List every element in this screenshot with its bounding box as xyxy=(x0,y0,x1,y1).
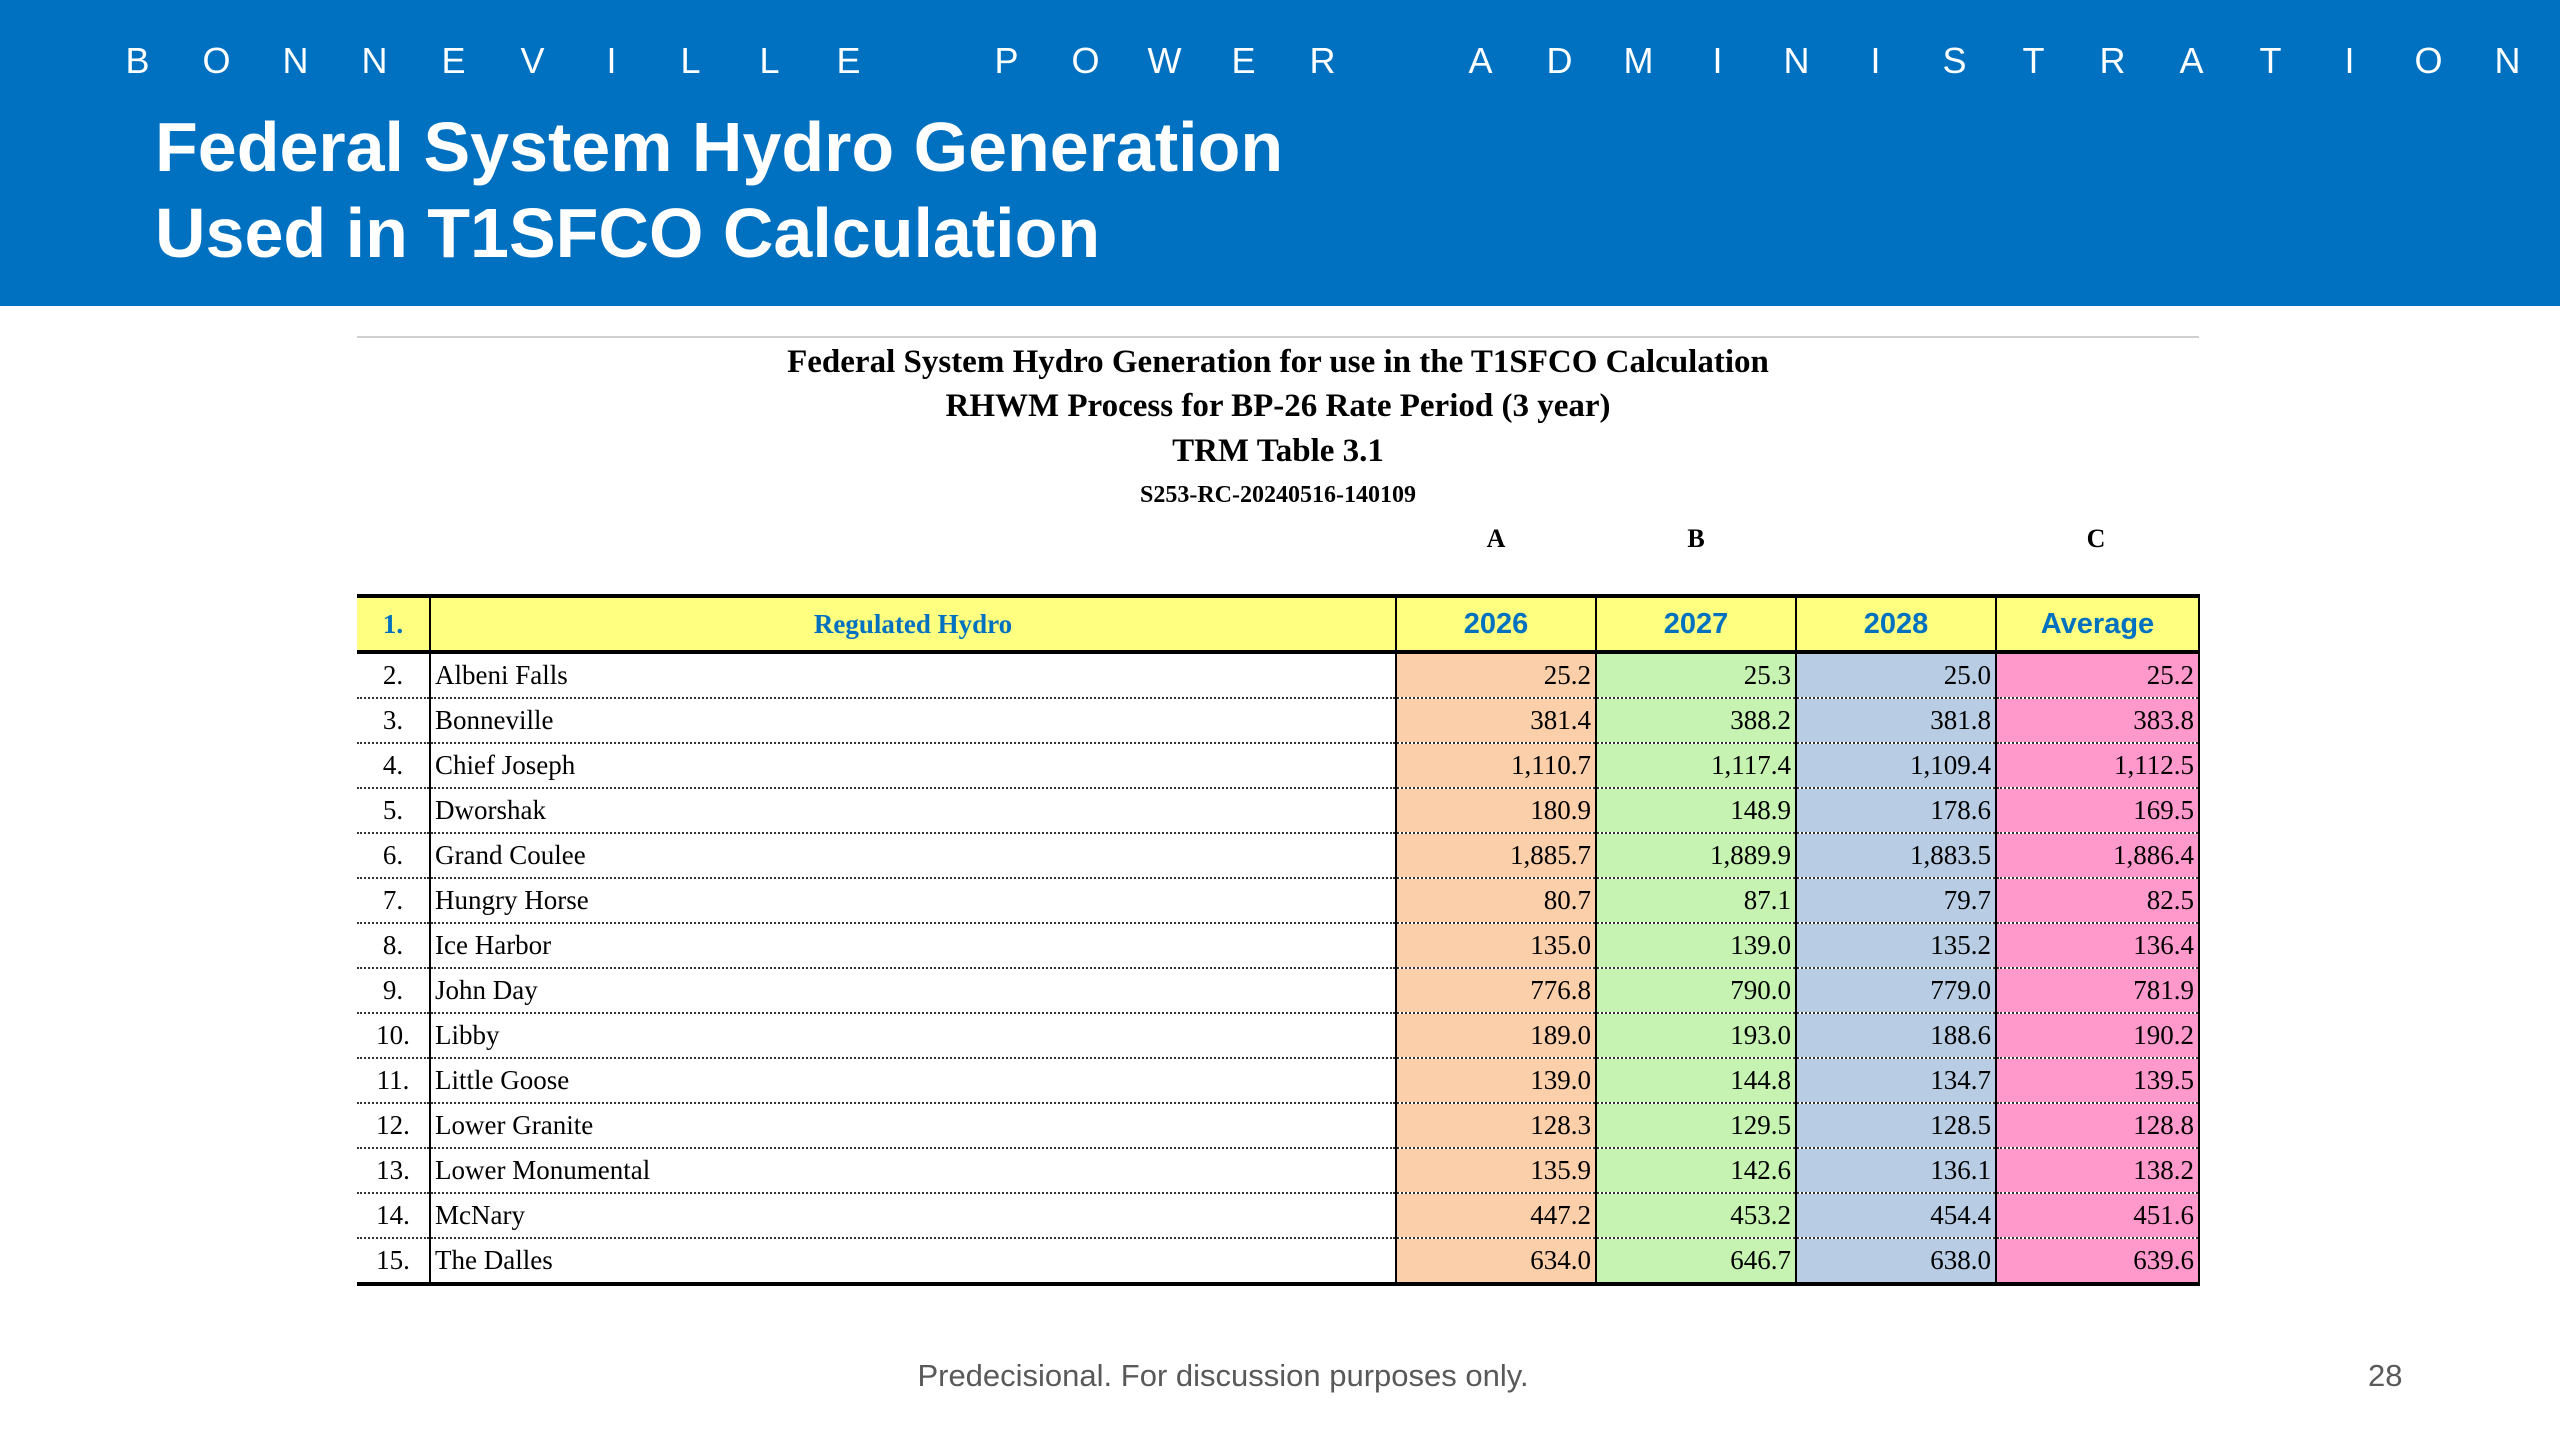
header-regulated-hydro: Regulated Hydro xyxy=(430,596,1396,652)
row-index: 11. xyxy=(357,1058,430,1103)
value-average: 190.2 xyxy=(1996,1013,2199,1058)
row-index: 6. xyxy=(357,833,430,878)
table-row xyxy=(357,1193,2199,1238)
value-2027: 25.3 xyxy=(1596,652,1796,698)
org-letter: E xyxy=(1231,40,1256,81)
org-letter: I xyxy=(606,40,617,81)
value-average: 139.5 xyxy=(1996,1058,2199,1103)
table-panel xyxy=(357,336,2199,1282)
org-letter: O xyxy=(2414,40,2443,81)
org-letter: O xyxy=(1071,40,1100,81)
table-row xyxy=(357,878,2199,923)
org-letter: V xyxy=(520,40,545,81)
table-subtitle: RHWM Process for BP-26 Rate Period (3 year) xyxy=(945,388,1611,424)
plant-name: Albeni Falls xyxy=(430,652,1396,698)
org-letter: M xyxy=(1623,40,1654,81)
value-average: 1,112.5 xyxy=(1996,743,2199,788)
org-letter: R xyxy=(2099,40,2126,81)
value-2028: 135.2 xyxy=(1796,923,1996,968)
org-letter: N xyxy=(2494,40,2521,81)
org-letter: R xyxy=(1309,40,1336,81)
value-2026: 25.2 xyxy=(1396,652,1596,698)
slide-title-line-1: Federal System Hydro Generation xyxy=(155,108,1284,186)
plant-name: Lower Granite xyxy=(430,1103,1396,1148)
org-letter: W xyxy=(1147,40,1182,81)
value-2027: 453.2 xyxy=(1596,1193,1796,1238)
table-row xyxy=(357,968,2199,1013)
org-letter: B xyxy=(125,40,150,81)
value-2028: 381.8 xyxy=(1796,698,1996,743)
value-2027: 193.0 xyxy=(1596,1013,1796,1058)
org-letter: D xyxy=(1546,40,1573,81)
org-letter: L xyxy=(680,40,701,81)
value-average: 128.8 xyxy=(1996,1103,2199,1148)
org-letter: I xyxy=(2344,40,2355,81)
table-row xyxy=(357,1238,2199,1284)
org-letter: E xyxy=(836,40,861,81)
value-average: 639.6 xyxy=(1996,1238,2199,1284)
value-average: 138.2 xyxy=(1996,1148,2199,1193)
footer-disclaimer: Predecisional. For discussion purposes only. xyxy=(917,1358,1529,1393)
table-row xyxy=(357,833,2199,878)
value-2028: 188.6 xyxy=(1796,1013,1996,1058)
slide-header xyxy=(0,0,2560,306)
value-2028: 779.0 xyxy=(1796,968,1996,1013)
value-2028: 454.4 xyxy=(1796,1193,1996,1238)
value-2028: 79.7 xyxy=(1796,878,1996,923)
org-letter xyxy=(1362,40,1441,82)
plant-name: Ice Harbor xyxy=(430,923,1396,968)
value-2028: 128.5 xyxy=(1796,1103,1996,1148)
hydro-generation-table xyxy=(357,594,2200,1286)
value-2027: 87.1 xyxy=(1596,878,1796,923)
value-average: 25.2 xyxy=(1996,652,2199,698)
value-2028: 134.7 xyxy=(1796,1058,1996,1103)
plant-name: McNary xyxy=(430,1193,1396,1238)
org-letter: A xyxy=(2179,40,2204,81)
value-average: 136.4 xyxy=(1996,923,2199,968)
value-2026: 1,885.7 xyxy=(1396,833,1596,878)
org-letter: T xyxy=(2022,40,2045,81)
value-2027: 129.5 xyxy=(1596,1103,1796,1148)
page-number: 28 xyxy=(2368,1358,2403,1393)
header-index: 1. xyxy=(357,596,430,652)
value-2028: 25.0 xyxy=(1796,652,1996,698)
row-index: 10. xyxy=(357,1013,430,1058)
column-letter-b: B xyxy=(1687,524,1705,553)
row-index: 3. xyxy=(357,698,430,743)
org-letter: T xyxy=(2259,40,2282,81)
value-2026: 80.7 xyxy=(1396,878,1596,923)
value-2027: 790.0 xyxy=(1596,968,1796,1013)
value-2027: 144.8 xyxy=(1596,1058,1796,1103)
value-average: 781.9 xyxy=(1996,968,2199,1013)
value-2026: 447.2 xyxy=(1396,1193,1596,1238)
row-index: 9. xyxy=(357,968,430,1013)
org-letter: I xyxy=(1870,40,1881,81)
plant-name: Bonneville xyxy=(430,698,1396,743)
value-2026: 1,110.7 xyxy=(1396,743,1596,788)
value-2027: 1,889.9 xyxy=(1596,833,1796,878)
value-2028: 178.6 xyxy=(1796,788,1996,833)
row-index: 13. xyxy=(357,1148,430,1193)
table-title: Federal System Hydro Generation for use in the T1SFCO Calculation xyxy=(787,344,1769,380)
plant-name: Hungry Horse xyxy=(430,878,1396,923)
value-2026: 135.0 xyxy=(1396,923,1596,968)
plant-name: Chief Joseph xyxy=(430,743,1396,788)
header-2028: 2028 xyxy=(1796,596,1996,652)
plant-name: Lower Monumental xyxy=(430,1148,1396,1193)
value-2026: 634.0 xyxy=(1396,1238,1596,1284)
value-2026: 135.9 xyxy=(1396,1148,1596,1193)
plant-name: Little Goose xyxy=(430,1058,1396,1103)
header-average: Average xyxy=(1996,596,2199,652)
value-2026: 776.8 xyxy=(1396,968,1596,1013)
value-2026: 381.4 xyxy=(1396,698,1596,743)
table-row xyxy=(357,1013,2199,1058)
column-letter-a: A xyxy=(1486,524,1506,553)
table-row xyxy=(357,743,2199,788)
table-row xyxy=(357,788,2199,833)
column-letter-c: C xyxy=(2086,524,2106,553)
value-2027: 142.6 xyxy=(1596,1148,1796,1193)
table-row xyxy=(357,652,2199,698)
value-average: 1,886.4 xyxy=(1996,833,2199,878)
plant-name: John Day xyxy=(430,968,1396,1013)
row-index: 12. xyxy=(357,1103,430,1148)
table-row xyxy=(357,698,2199,743)
study-id: S253-RC-20240516-140109 xyxy=(1140,482,1416,508)
header-2026: 2026 xyxy=(1396,596,1596,652)
table-row xyxy=(357,923,2199,968)
row-index: 5. xyxy=(357,788,430,833)
value-average: 169.5 xyxy=(1996,788,2199,833)
row-index: 15. xyxy=(357,1238,430,1284)
value-2027: 388.2 xyxy=(1596,698,1796,743)
value-2026: 128.3 xyxy=(1396,1103,1596,1148)
value-2027: 139.0 xyxy=(1596,923,1796,968)
row-index: 4. xyxy=(357,743,430,788)
org-letter xyxy=(888,40,967,82)
value-average: 451.6 xyxy=(1996,1193,2199,1238)
value-2028: 1,883.5 xyxy=(1796,833,1996,878)
value-2026: 139.0 xyxy=(1396,1058,1596,1103)
plant-name: Dworshak xyxy=(430,788,1396,833)
table-row xyxy=(357,1148,2199,1193)
table-row xyxy=(357,1058,2199,1103)
row-index: 8. xyxy=(357,923,430,968)
value-2028: 638.0 xyxy=(1796,1238,1996,1284)
table-header-row xyxy=(357,596,2199,652)
slide-title xyxy=(155,104,1283,276)
value-2027: 646.7 xyxy=(1596,1238,1796,1284)
header-2027: 2027 xyxy=(1596,596,1796,652)
value-average: 383.8 xyxy=(1996,698,2199,743)
org-letter: N xyxy=(1783,40,1810,81)
table-reference: TRM Table 3.1 xyxy=(1172,433,1384,469)
row-index: 7. xyxy=(357,878,430,923)
value-2028: 136.1 xyxy=(1796,1148,1996,1193)
org-letter: S xyxy=(1942,40,1967,81)
value-average: 82.5 xyxy=(1996,878,2199,923)
plant-name: Libby xyxy=(430,1013,1396,1058)
org-letter: I xyxy=(1712,40,1723,81)
org-letter: L xyxy=(759,40,780,81)
row-index: 14. xyxy=(357,1193,430,1238)
row-index: 2. xyxy=(357,652,430,698)
org-letter: A xyxy=(1468,40,1493,81)
org-letter: N xyxy=(282,40,309,81)
org-letter: N xyxy=(361,40,388,81)
plant-name: The Dalles xyxy=(430,1238,1396,1284)
value-2026: 180.9 xyxy=(1396,788,1596,833)
plant-name: Grand Coulee xyxy=(430,833,1396,878)
table-row xyxy=(357,1103,2199,1148)
value-2027: 148.9 xyxy=(1596,788,1796,833)
value-2028: 1,109.4 xyxy=(1796,743,1996,788)
value-2027: 1,117.4 xyxy=(1596,743,1796,788)
org-letter: O xyxy=(202,40,231,81)
organization-name xyxy=(98,40,2547,82)
org-letter: E xyxy=(441,40,466,81)
value-2026: 189.0 xyxy=(1396,1013,1596,1058)
org-letter: P xyxy=(994,40,1019,81)
slide-title-line-2: Used in T1SFCO Calculation xyxy=(155,194,1101,272)
